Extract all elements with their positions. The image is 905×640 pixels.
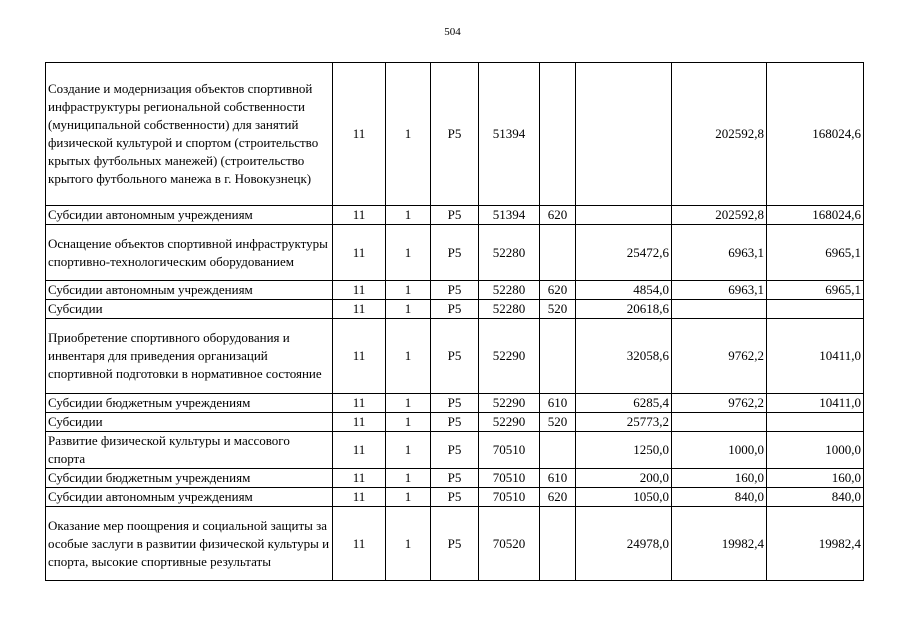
- cell-section: 11: [333, 300, 386, 319]
- cell-program: Р5: [431, 281, 479, 300]
- cell-amount-year3: 19982,4: [767, 507, 864, 581]
- table-row: [46, 469, 864, 488]
- cell-name: Оказание мер поощрения и социальной защиты за особые заслуги в развитии физической культуры и спорта, высокие спортивные результаты: [46, 507, 333, 581]
- cell-expense-type: 620: [540, 281, 576, 300]
- cell-amount-year2: 1000,0: [672, 432, 767, 469]
- cell-amount-year1: 1250,0: [576, 432, 672, 469]
- cell-subsection: 1: [386, 432, 431, 469]
- cell-name: Субсидии бюджетным учреждениям: [46, 394, 333, 413]
- cell-amount-year3: [767, 300, 864, 319]
- cell-code: 52290: [479, 319, 540, 394]
- cell-amount-year2: [672, 300, 767, 319]
- table-row: [46, 394, 864, 413]
- cell-amount-year3: 10411,0: [767, 319, 864, 394]
- cell-amount-year3: 168024,6: [767, 63, 864, 206]
- cell-amount-year2: 840,0: [672, 488, 767, 507]
- cell-expense-type: [540, 225, 576, 281]
- cell-expense-type: 520: [540, 300, 576, 319]
- cell-amount-year1: [576, 63, 672, 206]
- table-row: [46, 507, 864, 581]
- cell-amount-year1: 32058,6: [576, 319, 672, 394]
- cell-amount-year3: 6965,1: [767, 281, 864, 300]
- cell-amount-year1: 1050,0: [576, 488, 672, 507]
- cell-code: 70510: [479, 488, 540, 507]
- cell-amount-year1: 25472,6: [576, 225, 672, 281]
- cell-name: Субсидии: [46, 413, 333, 432]
- cell-program: Р5: [431, 63, 479, 206]
- cell-expense-type: [540, 63, 576, 206]
- cell-amount-year2: 19982,4: [672, 507, 767, 581]
- cell-amount-year1: 4854,0: [576, 281, 672, 300]
- cell-amount-year1: [576, 206, 672, 225]
- table-row: [46, 225, 864, 281]
- cell-amount-year1: 200,0: [576, 469, 672, 488]
- cell-amount-year1: 6285,4: [576, 394, 672, 413]
- cell-code: 52280: [479, 281, 540, 300]
- cell-section: 11: [333, 469, 386, 488]
- cell-section: 11: [333, 319, 386, 394]
- cell-amount-year2: 202592,8: [672, 63, 767, 206]
- table-row: [46, 206, 864, 225]
- table-row: [46, 319, 864, 394]
- cell-expense-type: 610: [540, 394, 576, 413]
- cell-expense-type: [540, 319, 576, 394]
- cell-subsection: 1: [386, 488, 431, 507]
- cell-program: Р5: [431, 469, 479, 488]
- cell-subsection: 1: [386, 225, 431, 281]
- cell-code: 70510: [479, 469, 540, 488]
- cell-program: Р5: [431, 413, 479, 432]
- table-row: [46, 488, 864, 507]
- cell-expense-type: [540, 432, 576, 469]
- cell-section: 11: [333, 206, 386, 225]
- cell-program: Р5: [431, 394, 479, 413]
- cell-amount-year3: 10411,0: [767, 394, 864, 413]
- cell-subsection: 1: [386, 469, 431, 488]
- cell-expense-type: 520: [540, 413, 576, 432]
- cell-program: Р5: [431, 432, 479, 469]
- cell-amount-year3: 6965,1: [767, 225, 864, 281]
- cell-code: 52280: [479, 225, 540, 281]
- cell-amount-year2: 160,0: [672, 469, 767, 488]
- cell-subsection: 1: [386, 319, 431, 394]
- table-body: [46, 63, 864, 581]
- cell-name: Субсидии автономным учреждениям: [46, 206, 333, 225]
- cell-amount-year2: 9762,2: [672, 394, 767, 413]
- cell-code: 52290: [479, 394, 540, 413]
- cell-subsection: 1: [386, 206, 431, 225]
- table-row: [46, 281, 864, 300]
- cell-expense-type: 620: [540, 206, 576, 225]
- table-row: [46, 300, 864, 319]
- cell-subsection: 1: [386, 394, 431, 413]
- cell-amount-year2: 9762,2: [672, 319, 767, 394]
- cell-program: Р5: [431, 507, 479, 581]
- cell-amount-year3: [767, 413, 864, 432]
- cell-subsection: 1: [386, 507, 431, 581]
- cell-subsection: 1: [386, 63, 431, 206]
- cell-program: Р5: [431, 319, 479, 394]
- cell-code: 51394: [479, 63, 540, 206]
- cell-section: 11: [333, 413, 386, 432]
- cell-amount-year2: 6963,1: [672, 225, 767, 281]
- cell-section: 11: [333, 225, 386, 281]
- cell-code: 70520: [479, 507, 540, 581]
- cell-program: Р5: [431, 488, 479, 507]
- cell-section: 11: [333, 394, 386, 413]
- cell-section: 11: [333, 432, 386, 469]
- cell-expense-type: 620: [540, 488, 576, 507]
- cell-amount-year2: [672, 413, 767, 432]
- cell-amount-year1: 24978,0: [576, 507, 672, 581]
- cell-amount-year2: 202592,8: [672, 206, 767, 225]
- cell-program: Р5: [431, 206, 479, 225]
- cell-amount-year3: 160,0: [767, 469, 864, 488]
- cell-name: Создание и модернизация объектов спортивной инфраструктуры региональной собственности (муниципальной собственности) для занятий физической культурой и спортом (строительство крытых футбольных манежей) (строительство крытого футбольного манежа в г. Новокузнецк): [46, 63, 333, 206]
- cell-amount-year1: 25773,2: [576, 413, 672, 432]
- cell-name: Субсидии: [46, 300, 333, 319]
- cell-amount-year3: 840,0: [767, 488, 864, 507]
- cell-expense-type: 610: [540, 469, 576, 488]
- cell-subsection: 1: [386, 281, 431, 300]
- cell-amount-year1: 20618,6: [576, 300, 672, 319]
- budget-table: [45, 62, 864, 581]
- cell-section: 11: [333, 63, 386, 206]
- cell-expense-type: [540, 507, 576, 581]
- cell-section: 11: [333, 281, 386, 300]
- cell-code: 52290: [479, 413, 540, 432]
- cell-amount-year3: 1000,0: [767, 432, 864, 469]
- table-row: [46, 63, 864, 206]
- cell-amount-year3: 168024,6: [767, 206, 864, 225]
- cell-name: Субсидии бюджетным учреждениям: [46, 469, 333, 488]
- cell-name: Субсидии автономным учреждениям: [46, 281, 333, 300]
- cell-code: 51394: [479, 206, 540, 225]
- cell-code: 70510: [479, 432, 540, 469]
- cell-subsection: 1: [386, 300, 431, 319]
- cell-name: Субсидии автономным учреждениям: [46, 488, 333, 507]
- table-row: [46, 413, 864, 432]
- table-row: [46, 432, 864, 469]
- cell-code: 52280: [479, 300, 540, 319]
- cell-name: Развитие физической культуры и массового спорта: [46, 432, 333, 469]
- page-number: 504: [444, 26, 461, 38]
- cell-subsection: 1: [386, 413, 431, 432]
- cell-program: Р5: [431, 225, 479, 281]
- cell-name: Приобретение спортивного оборудования и инвентаря для приведения организаций спортивной подготовки в нормативное состояние: [46, 319, 333, 394]
- cell-section: 11: [333, 488, 386, 507]
- cell-amount-year2: 6963,1: [672, 281, 767, 300]
- cell-name: Оснащение объектов спортивной инфраструктуры спортивно-технологическим оборудованием: [46, 225, 333, 281]
- cell-program: Р5: [431, 300, 479, 319]
- cell-section: 11: [333, 507, 386, 581]
